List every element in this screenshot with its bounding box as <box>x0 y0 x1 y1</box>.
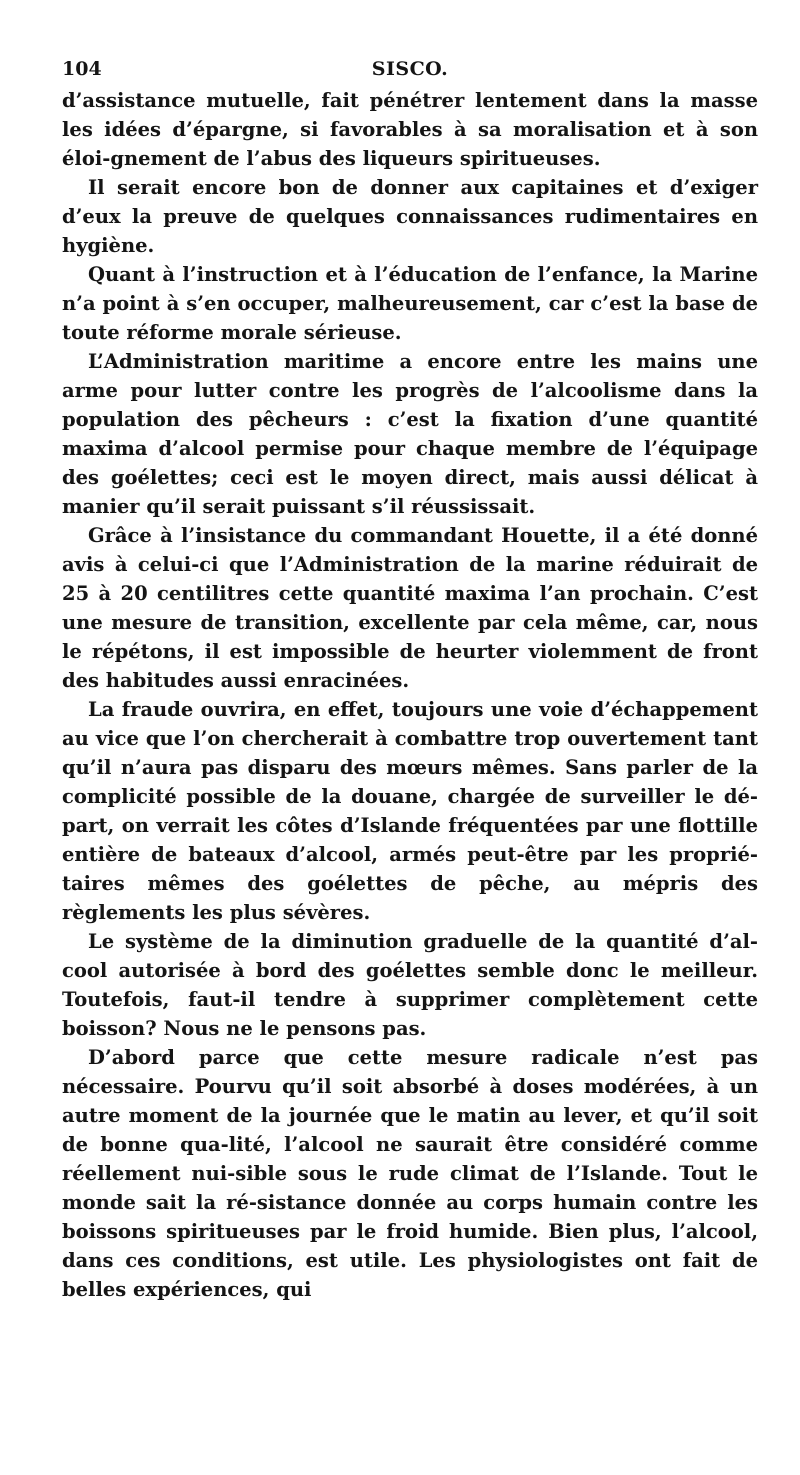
paragraph-fraude: La fraude ouvrira, en effet, toujours une voie d’échappement au vice que l’on chercherait à combattre trop ouvertement tant qu’il n’aura pas disparu des mœurs mêmes. Sans parler de la complicité possible de la douane, chargée de surveiller le dé-part, on verrait les côtes d’Islande fréquentées par une flottille entière de bateaux d’alcool, armés peut-être par les proprié-taires mêmes des goélettes de pêche, au mépris des règlements les plus sévères. <box>62 698 758 924</box>
paragraph-systeme: Le système de la diminution graduelle de la quantité d’al-cool autorisée à bord des goélettes semble donc le meilleur. Toutefois, faut-il tendre à supprimer complètement cette boisson? Nous ne le pensons pas. <box>62 930 758 1040</box>
paragraph-houette: Grâce à l’insistance du commandant Houette, il a été donné avis à celui-ci que l’Administration de la marine réduirait de 25 à 20 centilitres cette quantité maxima l’an prochain. C’est une mesure de transition, excellente par cela même, car, nous le répétons, il est impossible de heurter violemment de front des habitudes aussi enracinées. <box>62 524 758 692</box>
paragraph-administration: L’Administration maritime a encore entre les mains une arme pour lutter contre les progrès de l’alcoolisme dans la population des pêcheurs : c’est la fixation d’une quantité maxima d’alcool permise pour chaque membre de l’équipage des goélettes; ceci est le moyen direct, mais aussi délicat à manier qu’il serait puissant s’il réussissait. <box>62 350 758 518</box>
paragraph-continuation: d’assistance mutuelle, fait pénétrer lentement dans la masse les idées d’épargne, si favorables à sa moralisation et à son éloi-gnement de l’abus des liqueurs spiritueuses. <box>62 89 758 170</box>
page-header <box>62 58 758 86</box>
running-title: SISCO. <box>371 58 449 80</box>
book-page <box>62 58 758 1304</box>
paragraph-instruction: Quant à l’instruction et à l’éducation de l’enfance, la Marine n’a point à s’en occuper, malheureusement, car c’est la base de toute réforme morale sérieuse. <box>62 263 758 344</box>
paragraph-hygiene: Il serait encore bon de donner aux capitaines et d’exiger d’eux la preuve de quelques connaissances rudimentaires en hygiène. <box>62 176 758 257</box>
page-number: 104 <box>62 58 102 80</box>
paragraph-dabord: D’abord parce que cette mesure radicale n’est pas nécessaire. Pourvu qu’il soit absorbé à doses modérées, à un autre moment de la journée que le matin au lever, et qu’il soit de bonne qua-lité, l’alcool ne saurait être considéré comme réellement nui-sible sous le rude climat de l’Islande. Tout le monde sait la ré-sistance donnée au corps humain contre les boissons spiritueuses par le froid humide. Bien plus, l’alcool, dans ces conditions, est utile. Les physiologistes ont fait de belles expériences, qui <box>62 1046 758 1301</box>
body-text <box>62 86 758 1304</box>
